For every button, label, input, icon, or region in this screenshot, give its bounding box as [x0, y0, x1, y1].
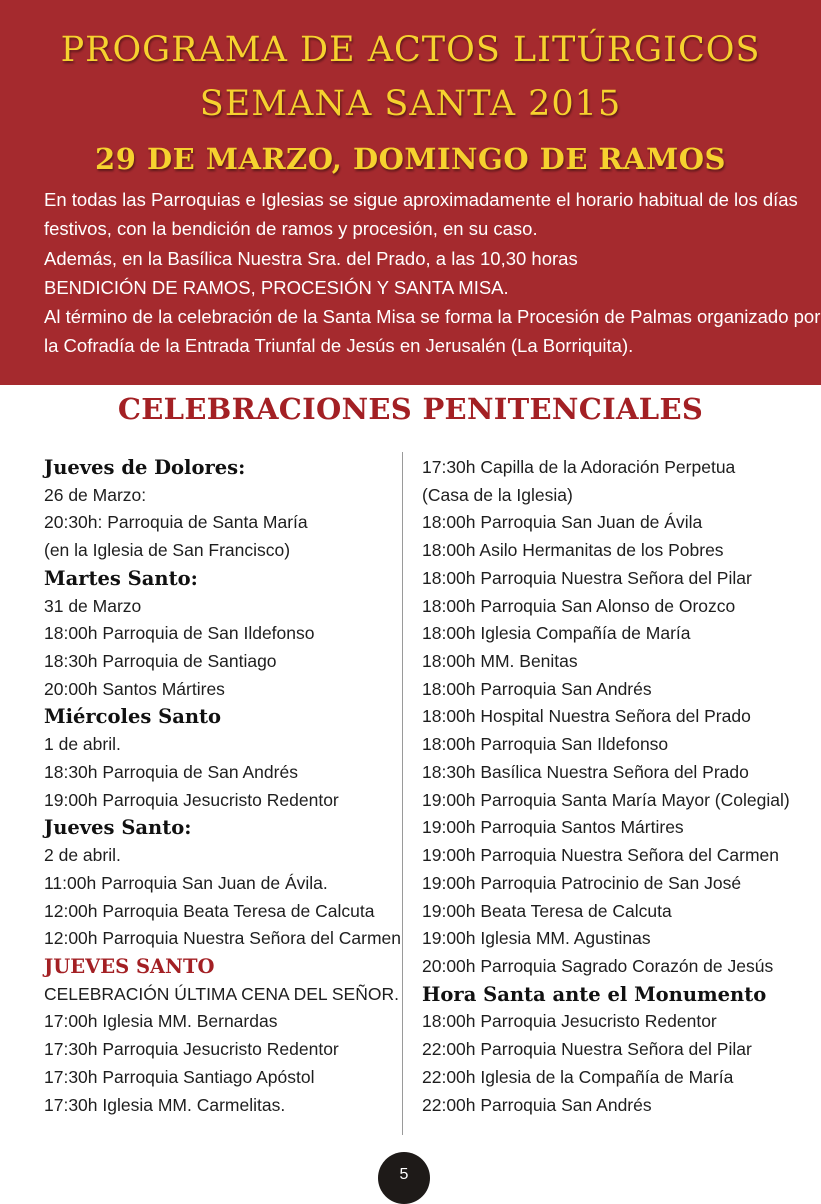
column-divider	[402, 452, 403, 1135]
page-subtitle: 29 DE MARZO, DOMINGO DE RAMOS	[95, 142, 726, 176]
schedule-entry: 18:00h Iglesia Compañía de María	[422, 623, 691, 644]
schedule-entry: 18:00h Hospital Nuestra Señora del Prado	[422, 706, 751, 727]
intro-line: BENDICIÓN DE RAMOS, PROCESIÓN Y SANTA MISA.	[44, 276, 509, 298]
schedule-entry: 19:00h Parroquia Santa María Mayor (Colegial)	[422, 789, 790, 810]
intro-line: En todas las Parroquias e Iglesias se sigue aproximadamente el horario habitual de los días	[44, 189, 798, 210]
schedule-entry: 18:00h Parroquia de San Ildefonso	[44, 623, 315, 644]
header-banner	[0, 0, 821, 385]
page-number-badge	[378, 1152, 430, 1204]
schedule-entry: 19:00h Iglesia MM. Agustinas	[422, 928, 651, 949]
intro-text	[44, 185, 821, 361]
schedule-entry: 20:00h Santos Mártires	[44, 678, 225, 699]
schedule-entry: 22:00h Parroquia San Andrés	[422, 1094, 652, 1115]
date-line: 1 de abril.	[44, 734, 121, 755]
schedule-entry: 18:00h Parroquia San Ildefonso	[422, 734, 669, 755]
schedule-entry-note: (Casa de la Iglesia)	[422, 484, 573, 505]
day-heading: Jueves Santo:	[44, 816, 192, 840]
schedule-entry: 20:30h: Parroquia de Santa María	[44, 512, 308, 533]
schedule-entry: 12:00h Parroquia Nuestra Señora del Carmen	[44, 928, 402, 949]
schedule-entry: 19:00h Parroquia Jesucristo Redentor	[44, 789, 339, 810]
intro-line: festivos, con la bendición de ramos y procesión, en su caso.	[44, 218, 538, 240]
schedule-entry: 19:00h Parroquia Patrocinio de San José	[422, 872, 742, 893]
schedule-column-right	[422, 454, 792, 1119]
date-line: 31 de Marzo	[44, 595, 142, 616]
schedule-entry: 22:00h Parroquia Nuestra Señora del Pilar	[422, 1039, 752, 1060]
intro-line: la Cofradía de la Entrada Triunfal de Jesús en Jerusalén (La Borriquita).	[44, 335, 634, 357]
schedule-entry: 18:00h Parroquia San Juan de Ávila	[422, 512, 703, 533]
schedule-entry: 19:00h Parroquia Santos Mártires	[422, 817, 684, 838]
date-line: 2 de abril.	[44, 845, 121, 866]
schedule-entry: 18:00h Asilo Hermanitas de los Pobres	[422, 540, 724, 561]
schedule-entry: 18:30h Parroquia de San Andrés	[44, 761, 298, 782]
schedule-entry: 12:00h Parroquia Beata Teresa de Calcuta	[44, 900, 375, 921]
schedule-entry: 17:30h Capilla de la Adoración Perpetua	[422, 457, 736, 477]
schedule-entry: 11:00h Parroquia San Juan de Ávila.	[44, 872, 328, 893]
date-line: 26 de Marzo:	[44, 484, 147, 505]
day-heading: Martes Santo:	[44, 566, 198, 590]
page-number: 5	[399, 1166, 409, 1183]
schedule-entry: 18:00h Parroquia San Andrés	[422, 678, 652, 699]
schedule-entry: 18:30h Parroquia de Santiago	[44, 651, 277, 672]
schedule-entry: 22:00h Iglesia de la Compañía de María	[422, 1066, 734, 1087]
schedule-entry: 19:00h Parroquia Nuestra Señora del Carmen	[422, 845, 780, 866]
section-heading: Hora Santa ante el Monumento	[422, 982, 767, 1006]
schedule-entry-note: (en la Iglesia de San Francisco)	[44, 540, 291, 561]
schedule-entry: 20:00h Parroquia Sagrado Corazón de Jesús	[422, 955, 774, 976]
schedule-entry: 18:00h Parroquia Nuestra Señora del Pilar	[422, 567, 752, 588]
schedule-entry: 18:00h Parroquia Jesucristo Redentor	[422, 1011, 717, 1032]
red-day-heading: JUEVES SANTO	[44, 954, 215, 978]
schedule-column-left	[44, 454, 414, 1119]
schedule-entry: 17:30h Iglesia MM. Carmelitas.	[44, 1094, 286, 1115]
section-title: CELEBRACIONES PENITENCIALES	[117, 392, 704, 426]
schedule-entry: 18:00h MM. Benitas	[422, 651, 578, 672]
schedule-entry: 18:00h Parroquia San Alonso de Orozco	[422, 595, 736, 616]
page-title-line-2: SEMANA SANTA 2015	[199, 84, 622, 124]
day-heading: Jueves de Dolores:	[44, 456, 246, 479]
intro-line: Además, en la Basílica Nuestra Sra. del Prado, a las 10,30 horas	[44, 247, 578, 269]
page-title-line-1: PROGRAMA DE ACTOS LITÚRGICOS	[60, 30, 761, 70]
day-heading: Miércoles Santo	[44, 705, 222, 729]
schedule-entry: 18:30h Basílica Nuestra Señora del Prado	[422, 761, 749, 782]
schedule-entry: 19:00h Beata Teresa de Calcuta	[422, 900, 672, 921]
schedule-entry: 17:00h Iglesia MM. Bernardas	[44, 1011, 278, 1032]
schedule-entry: 17:30h Parroquia Santiago Apóstol	[44, 1066, 315, 1087]
schedule-entry: 17:30h Parroquia Jesucristo Redentor	[44, 1039, 339, 1060]
intro-line: Al término de la celebración de la Santa Misa se forma la Procesión de Palmas organizado por	[44, 306, 821, 328]
celebration-line: CELEBRACIÓN ÚLTIMA CENA DEL SEÑOR.	[44, 983, 399, 1004]
